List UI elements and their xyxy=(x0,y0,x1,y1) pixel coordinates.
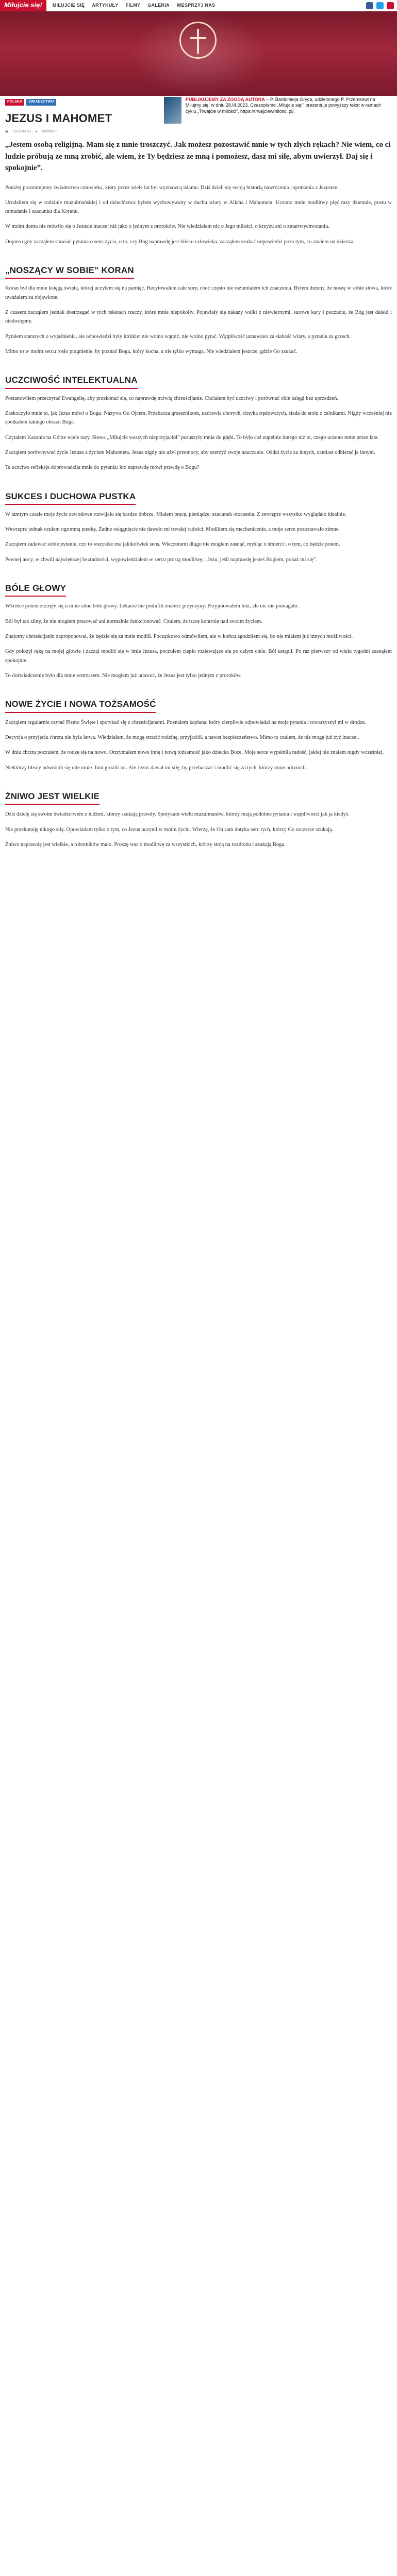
user-icon: ● xyxy=(35,129,38,133)
paragraph: Niektórzy bliscy odwrócili się ode mnie. Inni grozili mi. Ale Jezus dawał mi siłę, by przebaczać i modlić się za tych, którzy mnie odrzucili. xyxy=(5,765,307,771)
section-heading: „NOSZĄCY W SOBIE” KORAN xyxy=(5,264,134,279)
section-heading: ŻNIWO JEST WIELKIE xyxy=(5,790,100,805)
search-icon[interactable] xyxy=(387,2,394,9)
section-heading: UCZCIWOŚĆ INTELEKTUALNA xyxy=(5,374,138,388)
section-heading: BÓLE GŁOWY xyxy=(5,582,66,597)
paragraph: Postanowiłem przeczytać Ewangelię, aby przekonać się, co naprawdę mówią chrześcijanie. Chciałem być uczciwy i porównać obie księgi bez uprzedzeń. xyxy=(5,395,339,401)
article-author[interactable]: Archiwum xyxy=(41,129,58,133)
section-koran xyxy=(5,252,392,356)
paragraph: Pewnej nocy, w chwili największej bezradności, wypowiedziałem w sercu prostą modlitwę: „Jezu, jeśli naprawdę jesteś Bogiem, pokaż mi się”. xyxy=(5,556,317,563)
section-uczciwosc xyxy=(5,362,392,472)
main-nav xyxy=(53,2,216,9)
paragraph: Urodziłem się w rodzinie muzułmańskiej i od dzieciństwa byłem wychowywany w duchu wiary w Allaha i Mahometa. Uczono mnie modlitwy pięć razy dziennie, postu w ramadanie i szacunku dla Koranu. xyxy=(5,199,392,215)
paragraph: W tamtym czasie moje życie zawodowe rozwijało się bardzo dobrze. Miałem pracę, pieniądze, szacunek otoczenia. Z zewnątrz wszystko wyglądało idealnie. xyxy=(5,511,346,517)
paragraph: Czytałem Kazanie na Górze wiele razy. Słowa „Miłujcie waszych nieprzyjaciół” poruszyły mnie do głębi. To było coś zupełnie innego niż to, czego uczono mnie przez lata. xyxy=(5,434,379,440)
nav-item-milujcie-sie[interactable]: MIŁUJCIE SIĘ xyxy=(52,2,85,8)
paragraph: Pytałem starszych o wyjaśnienia, ale odpowiedzi były krótkie: nie wolno wątpić, nie wolno pytać. Wątpliwość uznawano za słabość wiary, a pytania za grzech. xyxy=(5,333,351,340)
paragraph: Dopiero gdy zacząłem stawiać pytania o sens życia, o to, czy Bóg naprawdę jest blisko człowieka, zacząłem szukać odpowiedzi poza tym, co znałem od dziecka. xyxy=(5,239,355,245)
section-sukces xyxy=(5,479,392,565)
paragraph: Gdy położył rękę na mojej głowie i zaczął modlić się w imię Jezusa, poczułem ciepło rozlewające się po całym ciele. Ból ustąpił. Po raz pierwszy od wielu tygodni zasnąłem spokojnie. xyxy=(5,649,392,664)
article-date: 2018-03-22 xyxy=(12,129,31,133)
article-byline xyxy=(5,129,160,135)
cross-icon xyxy=(197,29,199,54)
nav-item-filmy[interactable]: FILMY xyxy=(125,2,141,8)
social-icons xyxy=(366,2,397,9)
paragraph: Zacząłem porównywać życie Jezusa z życiem Mahometa. Jezus nigdy nie użył przemocy, aby szerzyć swoje nauczanie. Oddał życie za innych, zamiast odbierać je innym. xyxy=(5,449,375,455)
paragraph: Poniżej prezentujemy świadectwo człowieka, który przez wiele lat był wyznawcą islamu. Dziś dzieli się swoją historią nawrócenia i spotkania z Jezusem. xyxy=(5,184,339,191)
paragraph: Zacząłem zadawać sobie pytanie, czy to wszystko ma jakikolwiek sens. Wieczorami długo nie mogłem zasnąć, myśląc o śmierci i o tym, co będzie potem. xyxy=(5,541,340,548)
paragraph: Mimo to w moim sercu rosło pragnienie, by poznać Boga, który kocha, a nie tylko wymaga. Nie wiedziałem jeszcze, gdzie Go szukać. xyxy=(5,348,297,354)
paragraph: Wewnątrz jednak czułem ogromną pustkę. Żadne osiągnięcie nie dawało mi trwałej radości. Modliłem się mechanicznie, a moje serce pozostawało zimne. xyxy=(5,527,340,533)
section-nowe-zycie xyxy=(5,686,392,772)
paragraph: Zaskoczyło mnie to, jak Jezus mówi o Bogu. Nazywa Go Ojcem. Przebacza grzesznikom, uzdrawia chorych, dotyka trędowatych, siada do stołu z celnikami. Nigdy wcześniej nie spotkałem takiego obrazu Boga. xyxy=(5,410,392,426)
nav-item-artykuly[interactable]: ARTYKUŁY xyxy=(92,2,119,8)
top-navigation-bar xyxy=(0,0,397,11)
category-tags xyxy=(5,99,160,106)
section-zniwo xyxy=(5,778,392,849)
paragraph: Z czasem zacząłem jednak dostrzegać w tych tekstach rzeczy, które mnie niepokoiły. Pojawiały się nakazy walki z niewiernymi, surowe kary i poczucie, że Bóg jest daleki i niedostępny. xyxy=(5,310,392,325)
category-tag-swiadectwo[interactable]: ŚWIADECTWO xyxy=(26,99,56,106)
promo-text xyxy=(186,97,391,124)
site-logo[interactable]: Miłujcie się! xyxy=(0,0,46,11)
article-hero-image xyxy=(0,11,397,96)
twitter-icon[interactable] xyxy=(376,2,384,9)
promo-label: PUBLIKUJEMY ZA ZGODĄ AUTORA xyxy=(185,97,265,102)
paragraph: To doświadczenie było dla mnie wstrząsem. Nie mogłem już udawać, że Jezus jest tylko jednym z proroków. xyxy=(5,673,242,679)
category-tag-polska[interactable]: POLSKA xyxy=(5,99,24,106)
paragraph: Żniwo naprawdę jest wielkie, a robotników mało. Proszę was o modlitwę za wszystkich, którzy stoją na rozdrożu i szukają Boga. xyxy=(5,841,286,848)
paragraph: Znajomy chrześcijanin zaproponował, że będzie się za mnie modlił. Początkowo odmówiłem, ale w końcu zgodziłem się, bo nie miałem już innych możliwości. xyxy=(5,634,353,640)
paragraph: W moim domu nie mówiło się o Jezusie inaczej niż jako o jednym z proroków. Nie wiedziałem nic o Jego miłości, o krzyżu ani o zmartwychwstaniu. xyxy=(5,224,329,230)
facebook-icon[interactable] xyxy=(366,2,373,9)
paragraph: Ta uczciwa refleksja doprowadziła mnie do pytania: kto naprawdę mówi prawdę o Bogu? xyxy=(5,465,200,471)
author-promo-box xyxy=(164,97,391,124)
calendar-icon: ▣ xyxy=(5,129,9,133)
paragraph: Zacząłem regularnie czytać Pismo Święte i spotykać się z chrześcijanami. Poznałem kapłana, który cierpliwie odpowiadał na moje pytania i towarzyszył mi w drodze. xyxy=(5,719,367,725)
section-heading: SUKCES I DUCHOWA PUSTKA xyxy=(5,490,136,505)
section-bole xyxy=(5,570,392,680)
cross-bar xyxy=(190,37,206,39)
article-body xyxy=(5,139,392,855)
promo-thumbnail[interactable] xyxy=(164,97,181,124)
section-heading: NOWE ŻYCIE I NOWA TOŻSAMOŚĆ xyxy=(5,698,156,713)
article-meta xyxy=(5,99,160,135)
paragraph: Koran był dla mnie księgą świętą, której uczyłem się na pamięć. Recytowałem całe sury, choć często nie rozumiałem ich znaczenia. Byłem dumny, że noszę w sobie słowa, które uważałem za objawione. xyxy=(5,285,392,300)
paragraph: Wkrótce potem zaczęły się u mnie silne bóle głowy. Lekarze nie potrafili znaleźć przyczyny. Przyjmowałem leki, ale nic nie pomagało. xyxy=(5,603,299,609)
article-lead: „Jestem osobą religijną. Mam się z mnie troszczyć. Jak możesz pozostawić mnie w tych złych rękach? Nie wiem, co ci ludzie próbują ze mną zrobić, ale wiem, że Ty będziesz ze mną i pomożesz, dasz mi siłę, abym uwierzył. Daj się i spokojnie”. xyxy=(5,141,391,172)
paragraph: Decyzja o przyjęciu chrztu nie była łatwa. Wiedziałem, że mogę stracić rodzinę, przyjaciół, a nawet bezpieczeństwo. Mimo to czułem, że nie mogę już żyć inaczej. xyxy=(5,734,359,740)
nav-item-galeria[interactable]: GALERIA xyxy=(147,2,170,8)
nav-item-wesprzyj[interactable]: WESPRZYJ NAS xyxy=(176,2,216,8)
paragraph: Nie przekonuję nikogo siłą. Opowiadam tylko o tym, co Jezus uczynił w moim życiu. Wierzę, że On sam dotyka serc tych, którzy Go szczerze szukają. xyxy=(5,826,334,833)
paragraph: Dziś dzielę się swoim świadectwem z ludźmi, którzy szukają prawdy. Spotykam wielu muzułmanów, którzy mają podobne pytania i wątpliwości jak ja kiedyś. xyxy=(5,811,350,818)
paragraph: Ból był tak silny, że nie mogłem pracować ani normalnie funkcjonować. Czułem, że tracę kontrolę nad swoim życiem. xyxy=(5,618,262,624)
article-title: JEZUS I MAHOMET xyxy=(5,111,112,125)
promo-body: – P. Bartłomieja Gryca, udzielonego P. Przemkowi na Miłujmy się, w dniu 28.III.2023. Czasopismo „Miłujcie się!” prezentuje powyższy tekst w ramach cyklu „Trwajcie w miłości”, https://trwajciewmilosci.pl/. xyxy=(185,97,381,114)
paragraph: W dniu chrztu poczułem, że rodzę się na nowo. Otrzymałem nowe imię i nową tożsamość jako dziecko Boże. Moje serce wypełniła radość, jakiej nie znałem nigdy wcześniej. xyxy=(5,750,384,756)
